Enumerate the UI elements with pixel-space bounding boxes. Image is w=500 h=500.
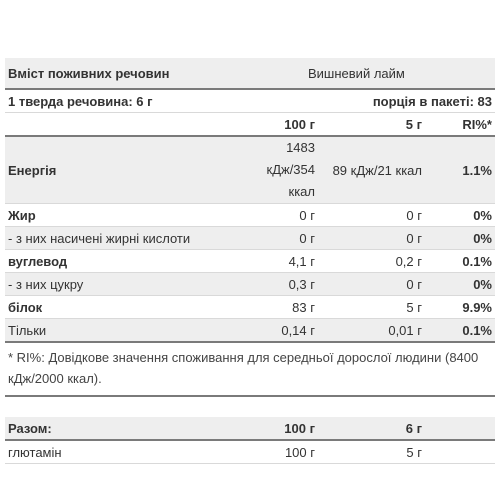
row-label: Жир (8, 207, 36, 223)
energy-per-serving: 89 кДж/21 ккал (332, 162, 422, 178)
table-title: Вміст поживних речовин (8, 65, 170, 81)
row-per-serving: 0 г (406, 207, 422, 223)
column-header-ri: RI%* (462, 116, 492, 132)
row-per100: 0,3 г (288, 276, 315, 292)
row-ri: 0% (473, 230, 492, 246)
row-per100: 4,1 г (288, 253, 315, 269)
spacer (5, 397, 495, 417)
row-label: глютамін (8, 444, 62, 460)
row-per-serving: 5 г (406, 444, 422, 460)
row-label: білок (8, 299, 43, 315)
portions-per-pack: порція в пакеті: 83 (372, 93, 492, 109)
table-row-energy (5, 137, 495, 204)
row-per100: 0 г (299, 230, 315, 246)
row-per-serving: 5 г (406, 299, 422, 315)
table-row (5, 319, 495, 343)
row-per-serving: 0,2 г (395, 253, 422, 269)
table-row (5, 227, 495, 250)
row-ri: 9.9% (462, 299, 492, 315)
row-ri: 0% (473, 276, 492, 292)
flavor-label: Вишневий лайм (308, 65, 405, 81)
energy-per100-line2: кДж/354 (266, 162, 315, 177)
energy-per100-line3: ккал (288, 184, 315, 199)
ri-footnote: * RI%: Довідкове значення споживання для середньої дорослої людини (8400 кДж/2000 ккал). (5, 343, 495, 397)
row-label: Енергія (8, 162, 57, 178)
energy-per100-line1: 1483 (286, 140, 315, 155)
row-per100: 100 г (284, 420, 315, 436)
row-label: - з них насичені жирні кислоти (8, 230, 191, 246)
table-row-total (5, 417, 495, 441)
energy-ri: 1.1% (462, 162, 492, 178)
row-per100: 0 г (299, 207, 315, 223)
table-row (5, 250, 495, 273)
row-label: вуглевод (8, 253, 68, 269)
nutrition-table (5, 58, 495, 464)
row-per-serving: 0 г (406, 230, 422, 246)
row-per100: 83 г (292, 299, 315, 315)
row-per100: 0,14 г (281, 322, 315, 338)
column-header-per100: 100 г (284, 116, 315, 132)
table-header (5, 58, 495, 90)
row-ri: 0.1% (462, 253, 492, 269)
column-header-per-serving: 5 г (405, 116, 422, 132)
table-row-glutamine (5, 441, 495, 464)
column-headers (5, 113, 495, 137)
energy-per100 (263, 137, 315, 203)
row-label: Разом: (8, 420, 52, 436)
row-per100: 100 г (284, 444, 315, 460)
row-per-serving: 0 г (406, 276, 422, 292)
serving-info-row (5, 90, 495, 113)
table-row (5, 296, 495, 319)
table-row (5, 204, 495, 227)
serving-size: 1 тверда речовина: 6 г (8, 93, 153, 109)
table-row (5, 273, 495, 296)
row-label: Тільки (8, 322, 47, 338)
row-per-serving: 6 г (405, 420, 422, 436)
row-label: - з них цукру (8, 276, 84, 292)
row-per-serving: 0,01 г (388, 322, 422, 338)
row-ri: 0% (473, 207, 492, 223)
row-ri: 0.1% (462, 322, 492, 338)
